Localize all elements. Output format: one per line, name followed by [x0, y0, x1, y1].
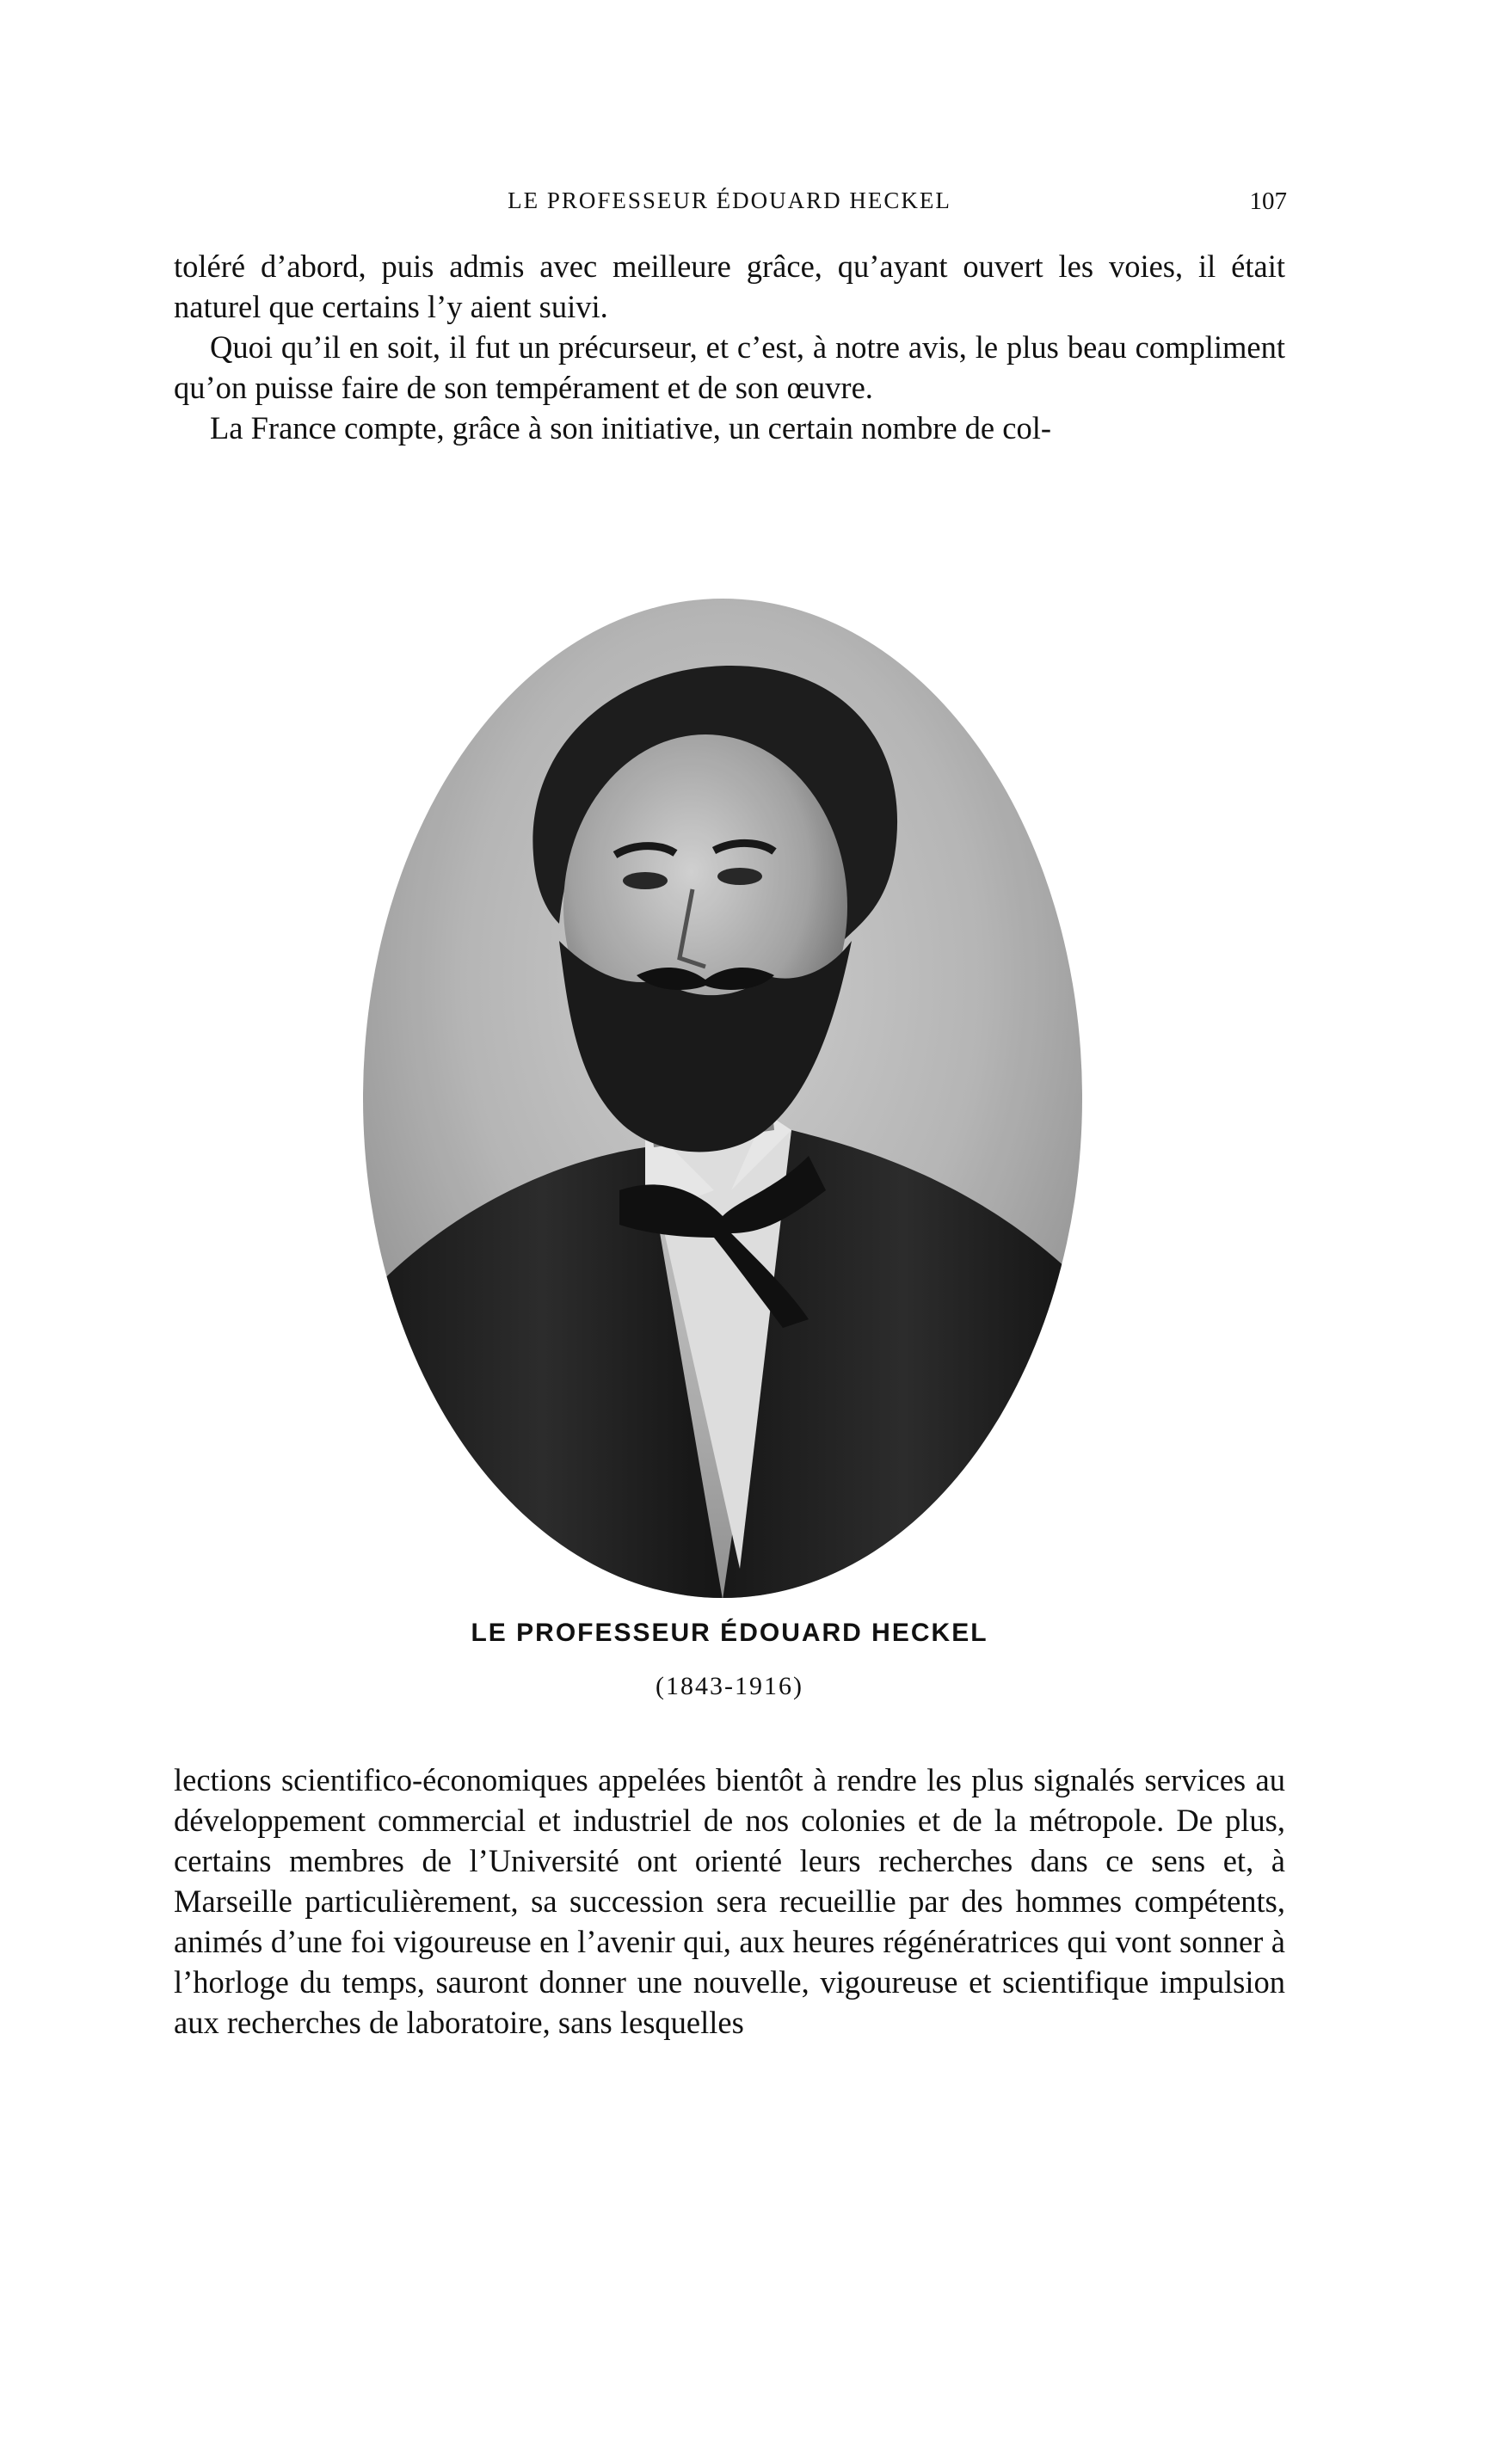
figure-caption-name: LE PROFESSEUR ÉDOUARD HECKEL [471, 1619, 988, 1647]
paragraph-collections: lections scientifico-économiques appelées bientôt à rendre les plus signalés services au développement commercial et industriel de nos colonies et de la métropole. De plus, certains membres de l’Université ont orienté leurs recherches dans ce sens et, à Marseille particulièrement, sa succession sera recueillie par des hommes compétents, animés d’une foi vigoureuse en l’avenir qui, aux heures régénératrices qui vont sonner à l’horloge du temps, sauront donner une nouvelle, vigoureuse et scientifique impulsion aux recherches de laboratoire, sans lesquelles [174, 1762, 1285, 2040]
paragraph-continuation: toléré d’abord, puis admis avec meilleure grâce, qu’ayant ouvert les voies, il était naturel que certains l’y aient suivi. [174, 249, 1285, 324]
running-title: LE PROFESSEUR ÉDOUARD HECKEL [508, 187, 951, 213]
text-block-top [174, 246, 1285, 448]
figure-caption-dates: (1843-1916) [656, 1672, 803, 1700]
running-header [172, 187, 1287, 222]
page-number: 107 [1249, 187, 1287, 215]
paragraph-france: La France compte, grâce à son initiative, un certain nombre de col- [210, 410, 1051, 445]
text-block-bottom [174, 1760, 1285, 2043]
portrait-photo [361, 597, 1084, 1600]
paragraph-precursor: Quoi qu’il en soit, il fut un précurseur, et c’est, à notre avis, le plus beau compliment qu’on puisse faire de son tempérament et de son œuvre. [174, 329, 1285, 405]
